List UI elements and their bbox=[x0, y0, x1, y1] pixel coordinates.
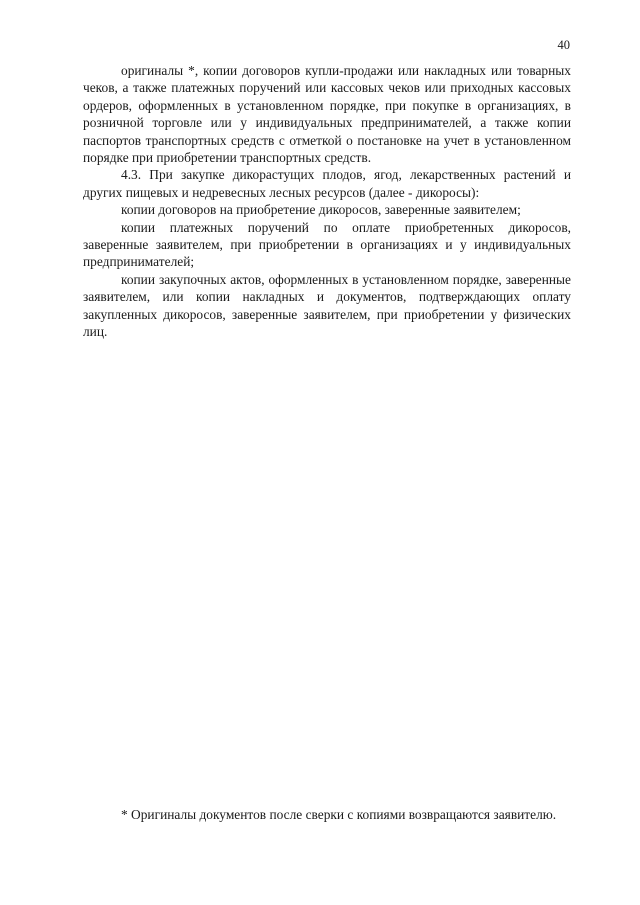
paragraph-section-4-3: 4.3. При закупке дикорастущих плодов, ягод, лекарственных растений и других пищевых и недревесных лесных ресурсов (далее - дикоросы): bbox=[83, 167, 571, 200]
page-number: 40 bbox=[557, 38, 570, 52]
paragraph-payment-orders: копии платежных поручений по оплате приобретенных дикоросов, заверенные заявителем, при приобретении в организациях и у индивидуальных предпринимателей; bbox=[83, 219, 571, 270]
paragraph-purchase-acts: копии закупочных актов, оформленных в установленном порядке, заверенные заявителем, или копии накладных и документов, подтверждающих оплату закупленных дикоросов, заверенные заявителем, при приобретении у физических лиц. bbox=[83, 271, 571, 340]
body-text bbox=[83, 62, 571, 341]
paragraph-contract-copies: копии договоров на приобретение дикоросов, заверенные заявителем; bbox=[121, 202, 521, 218]
paragraph-originals: оригиналы *, копии договоров купли-продажи или накладных или товарных чеков, а также платежных поручений или кассовых чеков или приходных кассовых ордеров, оформленных в установленном порядке, при покупке в организациях, в розничной торговле или у индивидуальных предпринимателей, а также копии паспортов транспортных средств с отметкой о постановке на учет в установленном порядке при приобретении транспортных средств. bbox=[83, 63, 571, 166]
footnote bbox=[83, 805, 571, 824]
footnote-text: * Оригиналы документов после сверки с копиями возвращаются заявителю. bbox=[121, 807, 557, 822]
